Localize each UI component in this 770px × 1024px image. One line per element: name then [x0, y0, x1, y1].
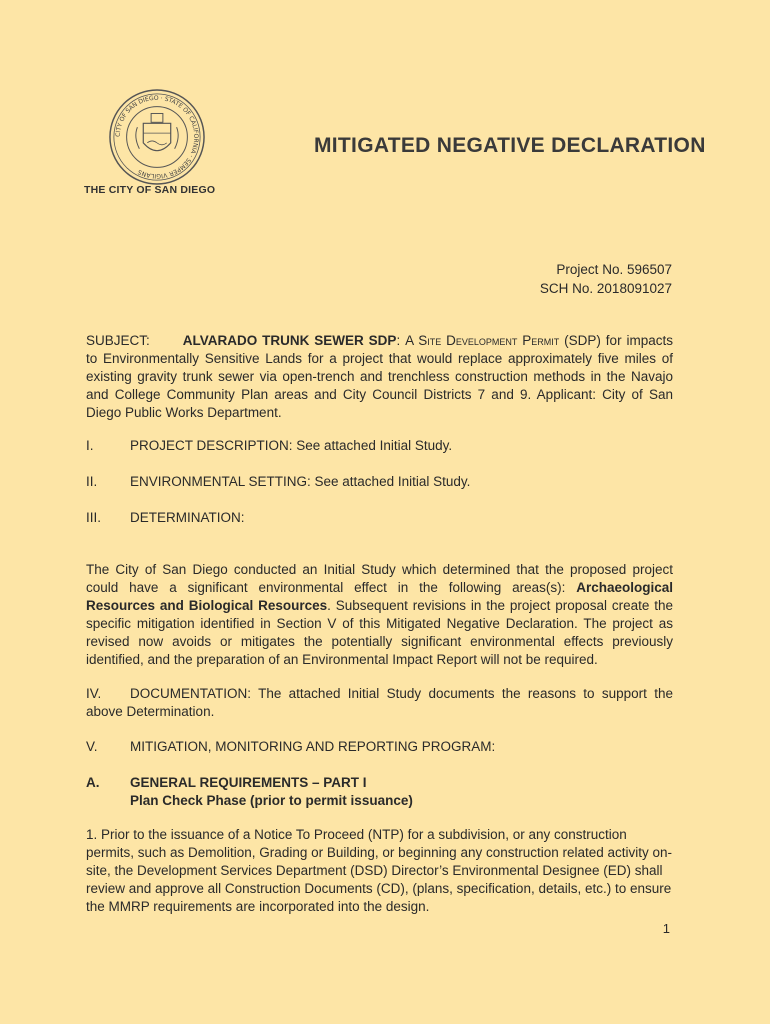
subject-project-name: ALVARADO TRUNK SEWER SDP — [182, 333, 397, 348]
documentation-text: DOCUMENTATION: The attached Initial Study documents the reasons to support the above Determination. — [86, 686, 673, 719]
documentation-paragraph — [86, 685, 673, 721]
general-number: A. — [86, 775, 100, 790]
svg-text:CITY OF SAN DIEGO · STATE OF C: CITY OF SAN DIEGO · STATE OF CALIFORNIA · SEMPER VIGILANS — [114, 94, 200, 180]
mitigation-heading — [86, 738, 495, 756]
determination-paragraph — [86, 561, 673, 669]
subject-paragraph: SUBJECT: ALVARADO TRUNK SEWER SDP: A Site Development Permit (SDP) for impacts to Environmentally Sensitive Lands for a project that would replace approximately five miles of existing gravity trunk sewer via open-trench and trenchless construction methods in the Navajo and College Community Plan areas and City Council Districts 7 and 9. Applicant: City of San Diego Public Works Department. — [86, 333, 673, 420]
section-number: II. — [86, 474, 98, 489]
mitigation-text: MITIGATION, MONITORING AND REPORTING PROGRAM: — [130, 739, 496, 754]
subject-permit: A Site Development Permit — [405, 333, 560, 348]
general-requirements-heading — [86, 774, 367, 792]
project-numbers — [540, 260, 672, 298]
city-seal-icon — [108, 88, 206, 186]
section-number: I. — [86, 438, 94, 453]
section-item — [86, 473, 470, 491]
mitigation-number: V. — [86, 739, 98, 754]
page-number: 1 — [662, 921, 670, 936]
documentation-number: IV. — [86, 686, 102, 701]
section-text: ENVIRONMENTAL SETTING: See attached Initial Study. — [130, 474, 471, 489]
requirement-paragraph: 1. Prior to the issuance of a Notice To Proceed (NTP) for a subdivision, or any construction permits, such as Demolition, Grading or Building, or beginning any construction related activity on-site, the Development Services Department (DSD) Director’s Environmental Designee (ED) shall review and approve all Construction Documents (CD), (plans, specification, details, etc.) to ensure the MMRP requirements are incorporated into the design. — [86, 827, 673, 914]
section-item — [86, 509, 245, 527]
sch-number: SCH No. 2018091027 — [539, 281, 672, 296]
seal-caption: THE CITY OF SAN DIEGO — [84, 184, 216, 196]
section-text: DETERMINATION: — [130, 510, 245, 525]
subject-label: SUBJECT: — [86, 333, 150, 348]
general-line1: GENERAL REQUIREMENTS – PART I — [130, 775, 367, 790]
section-item — [86, 437, 452, 455]
determination-text-2: . Subsequent revisions in the project proposal create the specific mitigation identified in Section V of this Mitigated Negative Declaration. The project as revised now avoids or mitigates the potentially significant environmental effects previously identified, and the preparation of an Environmental Impact Report will not be required. — [86, 598, 673, 667]
section-number: III. — [86, 510, 102, 525]
section-text: PROJECT DESCRIPTION: See attached Initial Study. — [130, 438, 453, 453]
document-title: MITIGATED NEGATIVE DECLARATION — [314, 134, 706, 157]
plan-check-subheading: Plan Check Phase (prior to permit issuance) — [130, 793, 413, 808]
determination-text-1: The City of San Diego conducted an Initial Study which determined that the proposed project could have a significant environmental effect in the following areas(s): — [86, 562, 673, 595]
subject-rest: (SDP) for impacts to Environmentally Sensitive Lands for a project that would replace approximately five miles of existing gravity trunk sewer via open-trench and trenchless construction methods in the Navajo and College Community Plan areas and City Council Districts 7 and 9. Applicant: City of San Diego Public Works Department. — [86, 333, 673, 420]
determination-resources: Archaeological Resources and Biological Resources — [86, 580, 673, 613]
project-number: Project No. 596507 — [556, 262, 672, 277]
